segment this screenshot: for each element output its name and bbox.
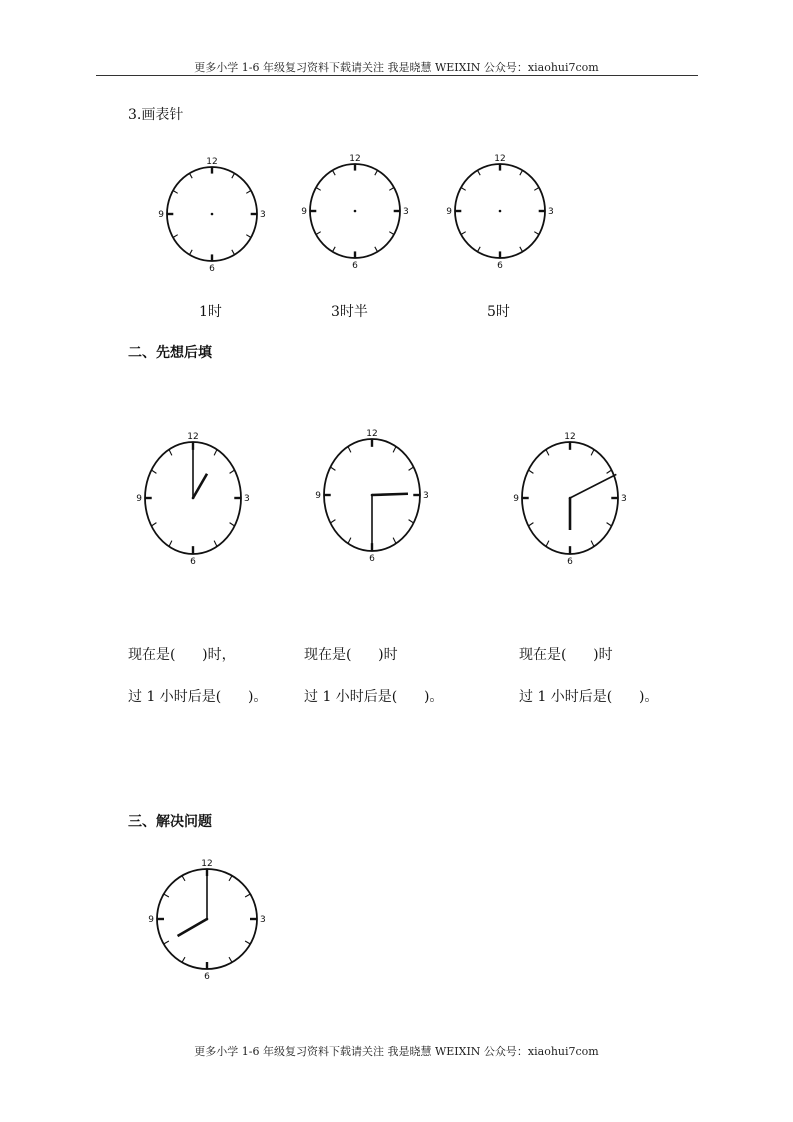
clock-tick [316,232,321,235]
clock-number: 9 [446,207,452,217]
blank-clock-2 [299,149,415,271]
clock-number: 3 [260,210,266,220]
clock-tick [534,232,539,235]
clock-label-3: 5时 [487,304,510,320]
clock-tick [151,523,156,526]
clock-tick [169,541,172,547]
clock-tick [246,191,251,194]
clock-tick [534,188,539,191]
clock-tick [182,957,185,962]
clock-number: 6 [204,972,210,982]
clock-tick [229,957,232,962]
clock-number: 6 [567,557,573,567]
clock-tick [528,523,533,526]
clock-tick [190,173,193,178]
question-clock-1 [132,429,256,571]
clock-tick [409,520,414,523]
clock-number: 9 [513,494,519,504]
clock-tick [461,188,466,191]
clock-number: 12 [366,429,378,439]
clock-tick [591,450,594,456]
hour-hand [193,474,207,498]
clock-number: 6 [369,554,375,564]
clock-tick [478,247,481,252]
clock-tick [230,470,235,473]
clock-number: 3 [403,207,409,217]
clock-number: 6 [190,557,196,567]
clock-tick [182,876,185,881]
clock-tick [546,450,549,456]
clock-tick [607,470,612,473]
clock-number: 3 [621,494,627,504]
header-divider [96,75,698,76]
clock-tick [246,235,251,238]
clock-label-2: 3时半 [331,304,368,320]
subsection-title-draw-hands: 3.画表针 [128,107,184,123]
question-clock-2 [311,426,435,568]
clock-number: 12 [201,859,213,869]
clock-number: 3 [260,915,266,925]
blank-clock-1 [156,151,272,273]
clock-center [211,213,214,216]
hour-hand [372,494,408,495]
section-title-think-fill: 二、先想后填 [128,345,212,361]
page-header: 更多小学 1-6 年级复习资料下载请关注 我是晓慧 WEIXIN 公众号：xiaohui7com [194,61,599,74]
clock-label-1: 1时 [199,304,222,320]
clock-tick [169,450,172,456]
clock-tick [520,170,523,175]
clock-tick [461,232,466,235]
clock-number: 3 [244,494,250,504]
clock-tick [230,523,235,526]
clock-tick [151,470,156,473]
clock-tick [333,170,336,175]
clock-tick [520,247,523,252]
clock-tick [333,247,336,252]
clock-number: 12 [564,432,576,442]
clock-tick [348,538,351,544]
clock-number: 12 [206,157,218,167]
clock-tick [330,467,335,470]
clock-number: 6 [209,264,215,273]
clock-tick [528,470,533,473]
clock-tick [330,520,335,523]
clock-tick [393,447,396,453]
blank-clock-3 [444,149,560,271]
clock-number: 3 [548,207,554,217]
clock-tick [607,523,612,526]
clock-tick [409,467,414,470]
clock-tick [190,250,193,255]
clock-number: 6 [352,261,358,271]
clock-tick [316,188,321,191]
question-2-after: 过 1 小时后是( )。 [304,689,444,705]
clock-tick [164,941,169,944]
clock-tick [348,447,351,453]
question-clock-3 [509,429,633,571]
clock-tick [478,170,481,175]
minute-hand [570,474,616,498]
clock-center [499,210,502,213]
clock-tick [245,941,250,944]
question-1-after: 过 1 小时后是( )。 [128,689,268,705]
clock-tick [214,541,217,547]
clock-center [354,210,357,213]
clock-number: 9 [315,491,321,501]
hour-hand [178,919,207,936]
clock-tick [232,173,235,178]
clock-number: 12 [494,154,506,164]
clock-tick [173,235,178,238]
clock-number: 9 [148,915,154,925]
clock-tick [164,894,169,897]
clock-tick [393,538,396,544]
clock-tick [232,250,235,255]
clock-tick [389,188,394,191]
problem-clock [143,855,271,985]
clock-tick [229,876,232,881]
question-2-now: 现在是( )时 [304,647,398,663]
question-1-now: 现在是( )时， [128,647,236,663]
clock-tick [389,232,394,235]
clock-tick [375,247,378,252]
clock-tick [173,191,178,194]
clock-number: 9 [301,207,307,217]
page-footer: 更多小学 1-6 年级复习资料下载请关注 我是晓慧 WEIXIN 公众号：xiaohui7com [194,1045,599,1058]
question-3-after: 过 1 小时后是( )。 [519,689,659,705]
clock-tick [245,894,250,897]
clock-tick [214,450,217,456]
clock-number: 9 [158,210,164,220]
clock-tick [546,541,549,547]
section-title-solve-problem: 三、解决问题 [128,814,212,830]
clock-number: 9 [136,494,142,504]
clock-number: 12 [349,154,361,164]
clock-tick [591,541,594,547]
question-3-now: 现在是( )时 [519,647,613,663]
clock-tick [375,170,378,175]
clock-number: 3 [423,491,429,501]
clock-number: 12 [187,432,199,442]
clock-number: 6 [497,261,503,271]
